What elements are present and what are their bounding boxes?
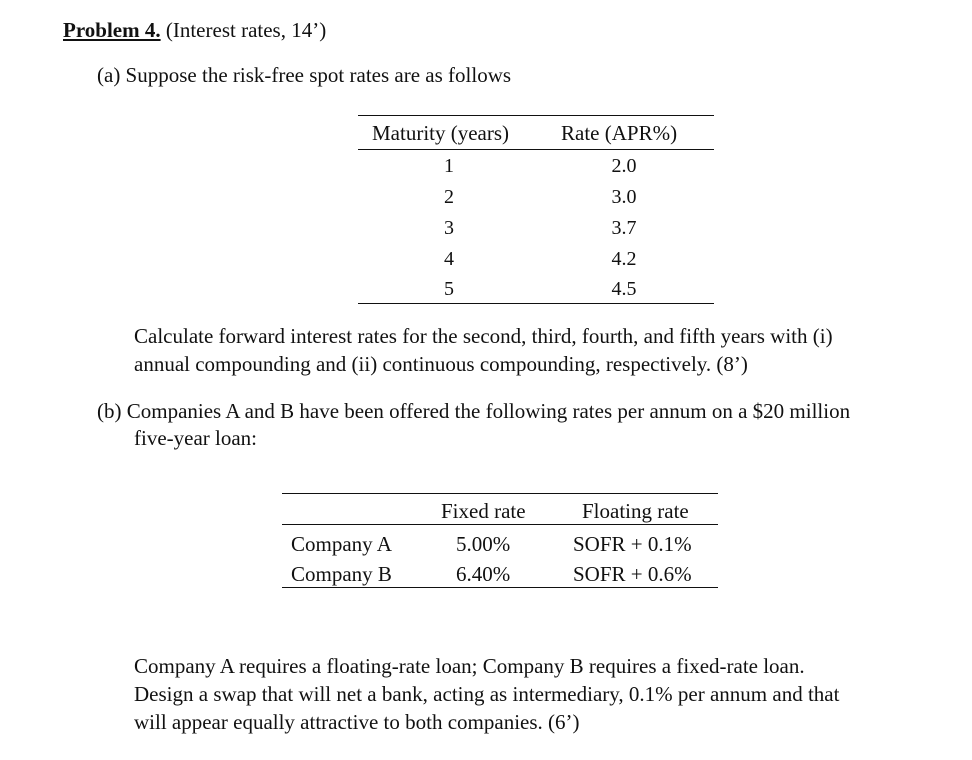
table-rule bbox=[282, 493, 718, 494]
table-rule bbox=[282, 587, 718, 588]
maturity-cell: 1 bbox=[444, 155, 454, 177]
problem-number: Problem 4. bbox=[63, 18, 161, 42]
table-rule bbox=[282, 524, 718, 525]
rate-cell: 4.2 bbox=[611, 248, 637, 270]
rate-cell: 3.7 bbox=[611, 217, 637, 239]
maturity-cell: 4 bbox=[444, 248, 454, 270]
fixed-rate-cell: 5.00% bbox=[456, 532, 511, 556]
company-name: Company B bbox=[291, 562, 392, 586]
column-header-rate: Rate (APR%) bbox=[561, 121, 678, 145]
company-name: Company A bbox=[291, 532, 392, 556]
part-b-intro-line: (b) Companies A and B have been offered the following rates per annum on a $20 million bbox=[97, 399, 851, 423]
part-b-question-line: will appear equally attractive to both companies. (6’) bbox=[134, 710, 580, 734]
part-a-question-line: Calculate forward interest rates for the second, third, fourth, and fifth years with (i) bbox=[134, 324, 833, 348]
fixed-rate-cell: 6.40% bbox=[456, 562, 511, 586]
part-a-question-line: annual compounding and (ii) continuous compounding, respectively. (8’) bbox=[134, 352, 748, 376]
table-rule bbox=[358, 149, 714, 150]
floating-rate-cell: SOFR + 0.6% bbox=[573, 562, 692, 586]
maturity-cell: 2 bbox=[444, 186, 454, 208]
rate-cell: 4.5 bbox=[611, 278, 637, 300]
table-rule bbox=[358, 303, 714, 304]
maturity-cell: 3 bbox=[444, 217, 454, 239]
part-b-question-line: Company A requires a floating-rate loan; Company B requires a fixed-rate loan. bbox=[134, 654, 805, 678]
rate-cell: 2.0 bbox=[611, 155, 637, 177]
part-b-intro-line: five-year loan: bbox=[134, 426, 258, 450]
column-header-fixed: Fixed rate bbox=[441, 499, 526, 523]
table-rule bbox=[358, 115, 714, 116]
part-a-intro: (a) Suppose the risk-free spot rates are as follows bbox=[97, 63, 512, 87]
problem-subtitle: (Interest rates, 14’) bbox=[165, 18, 327, 42]
column-header-floating: Floating rate bbox=[582, 499, 689, 523]
rate-cell: 3.0 bbox=[611, 186, 637, 208]
maturity-cell: 5 bbox=[444, 278, 454, 300]
floating-rate-cell: SOFR + 0.1% bbox=[573, 532, 692, 556]
part-b-question-line: Design a swap that will net a bank, acting as intermediary, 0.1% per annum and that bbox=[134, 682, 840, 706]
column-header-maturity: Maturity (years) bbox=[372, 121, 510, 145]
problem-heading bbox=[63, 18, 326, 43]
